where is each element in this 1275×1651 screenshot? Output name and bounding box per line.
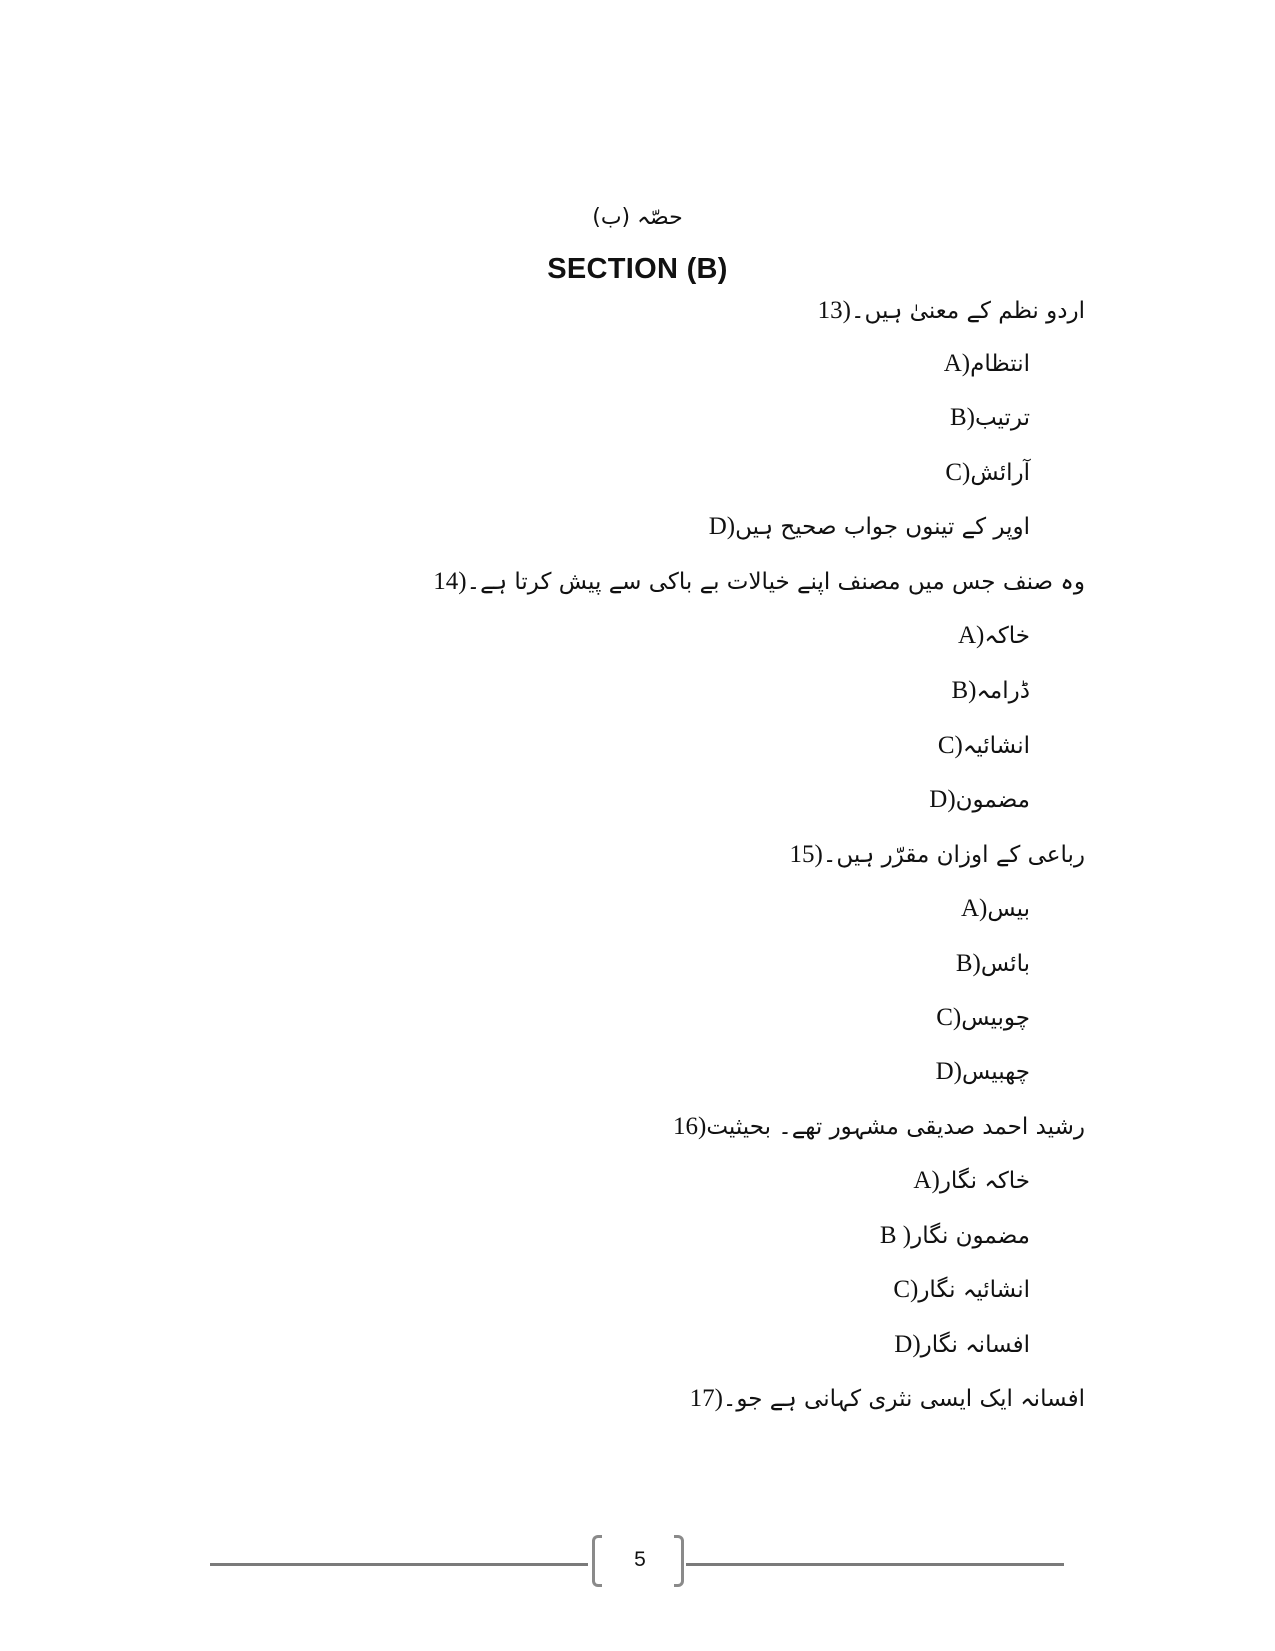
option-text: چھبیس (961, 1059, 1030, 1085)
question-text: افسانہ ایک ایسی نثری کہانی ہے جو۔ (722, 1386, 1085, 1412)
page-number-bracket-right (674, 1535, 684, 1587)
option-letter: C) (893, 1276, 919, 1303)
section-label-urdu: حصّہ (ب) (592, 205, 683, 230)
option-letter: B) (949, 404, 975, 431)
option-text: چوبیس (961, 1005, 1030, 1031)
option-15-a (961, 894, 1030, 924)
option-text: مضمون نگار (911, 1223, 1030, 1249)
option-text: خاکہ (984, 623, 1030, 649)
option-letter: C) (937, 732, 963, 759)
option-15-c (936, 1003, 1030, 1033)
question-number: 16) (673, 1113, 707, 1140)
option-14-a (958, 621, 1030, 651)
option-14-b (951, 676, 1030, 706)
option-13-c (945, 458, 1030, 488)
question-number: 17) (689, 1385, 723, 1412)
option-14-d (929, 785, 1030, 815)
option-text: انشائیہ نگار (918, 1277, 1030, 1303)
option-text: انشائیہ (962, 733, 1030, 759)
option-13-a (944, 349, 1030, 379)
page-number-bracket-left (592, 1535, 602, 1587)
question-15 (790, 840, 1085, 870)
question-13 (818, 296, 1085, 326)
page-number: 5 (634, 1548, 646, 1571)
option-16-b (880, 1221, 1030, 1251)
option-14-c (938, 731, 1030, 761)
option-text: ترتیب (974, 405, 1030, 431)
question-17 (690, 1384, 1085, 1414)
option-text: افسانہ نگار (920, 1332, 1030, 1358)
option-letter: D) (935, 1058, 962, 1085)
question-number: 14) (433, 568, 467, 595)
question-16 (673, 1112, 1085, 1142)
option-text: بائس (980, 951, 1030, 977)
option-letter: A) (960, 895, 988, 922)
option-13-b (950, 403, 1030, 433)
footer-rule-right (686, 1563, 1064, 1566)
option-15-b (956, 949, 1030, 979)
section-title: SECTION (B) (547, 253, 728, 285)
option-15-d (936, 1057, 1030, 1087)
question-text: اردو نظم کے معنیٰ ہیں۔ (850, 298, 1085, 324)
question-text: رباعی کے اوزان مقرّر ہیں۔ (822, 842, 1085, 868)
option-text: خاکہ نگار (939, 1168, 1030, 1194)
option-16-c (893, 1275, 1030, 1305)
footer-rule-left (210, 1563, 588, 1566)
option-letter: A) (913, 1167, 940, 1194)
option-16-d (894, 1330, 1030, 1360)
option-letter: B) (955, 950, 981, 977)
option-letter: D) (929, 786, 956, 813)
option-text: بیس (987, 896, 1030, 922)
option-letter: C) (936, 1004, 962, 1031)
option-letter: C) (945, 459, 971, 486)
option-16-a (913, 1166, 1030, 1196)
question-number: 15) (789, 841, 823, 868)
option-letter: D) (894, 1331, 921, 1358)
option-letter: B) (951, 677, 977, 704)
option-13-d (709, 512, 1030, 542)
option-letter: B ) (879, 1222, 912, 1249)
question-text: رشید احمد صدیقی مشہور تھے۔ بحیثیت (706, 1114, 1085, 1140)
question-text: وہ صنف جس میں مصنف اپنے خیالات بے باکی سے پیش کرتا ہے۔ (466, 569, 1085, 595)
option-letter: A) (957, 622, 985, 649)
option-text: ڈرامہ (976, 678, 1030, 704)
option-text: انتظام (970, 351, 1030, 377)
option-text: مضمون (955, 787, 1030, 813)
option-letter: D) (708, 513, 736, 540)
option-letter: A) (943, 350, 971, 377)
question-number: 13) (817, 297, 851, 324)
question-14 (433, 567, 1085, 597)
option-text: آرائش (970, 460, 1030, 486)
option-text: اوپر کے تینوں جواب صحیح ہیں (735, 514, 1030, 540)
